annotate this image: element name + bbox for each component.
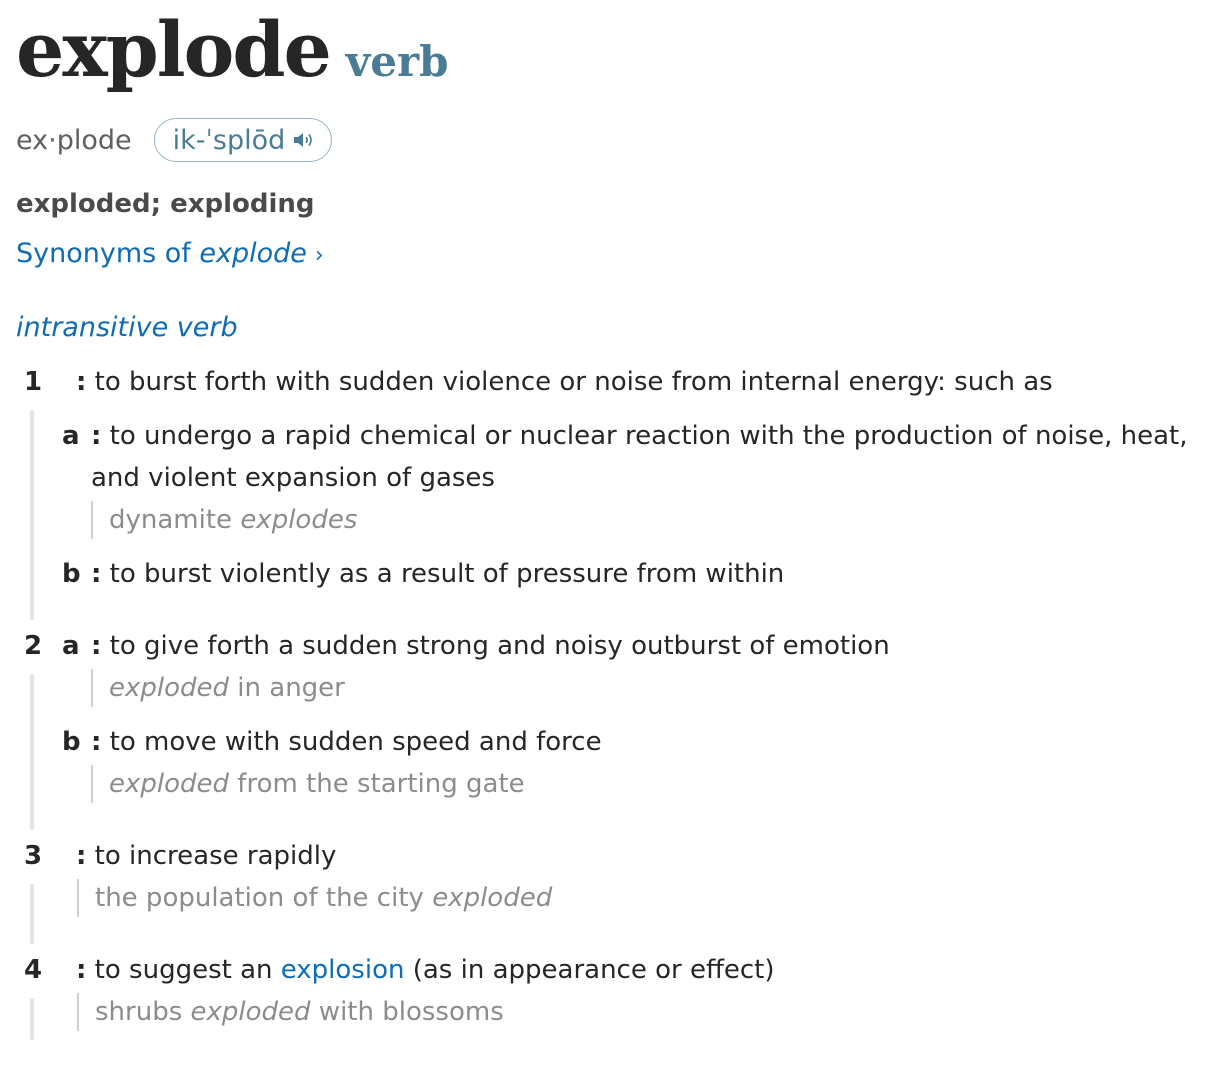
sense-2a-colon: : xyxy=(91,631,102,661)
sense-2a-definition xyxy=(91,631,890,661)
sense-4-text-before: to suggest an xyxy=(94,955,281,985)
synonyms-word: explode xyxy=(199,238,307,269)
pronunciation-text: ik-ˈsplōd xyxy=(172,124,286,156)
sense-4-colon: : xyxy=(76,955,87,985)
sense-number-2: 2 xyxy=(24,631,43,661)
sense-4-example xyxy=(95,997,504,1027)
sense-2b-colon: : xyxy=(91,727,102,757)
example-headword: exploded xyxy=(109,673,230,703)
sense-2b-example xyxy=(109,769,525,799)
synonyms-prefix: Synonyms of xyxy=(16,238,200,269)
sense-1-definition xyxy=(76,367,1053,397)
sense-1-group-bar xyxy=(30,410,34,620)
example-headword: exploded xyxy=(109,769,230,799)
sense-1-colon: : xyxy=(76,367,87,397)
sense-1b-definition xyxy=(91,559,784,589)
sense-4-definition xyxy=(76,955,775,985)
inflections: exploded; exploding xyxy=(16,189,315,219)
verb-type-label[interactable]: intransitive verb xyxy=(16,312,238,343)
sense-number-3: 3 xyxy=(24,841,43,871)
sense-number-4: 4 xyxy=(24,955,43,985)
sense-1a-definition-line1 xyxy=(91,421,1188,451)
syllables: ex·plode xyxy=(16,124,132,156)
headword: explode xyxy=(16,5,330,94)
example-headword: exploded xyxy=(190,997,311,1027)
chevron-right-icon: › xyxy=(314,243,324,268)
part-of-speech[interactable]: verb xyxy=(345,37,449,86)
example-text: dynamite xyxy=(109,505,241,535)
sense-2b-text: to move with sudden speed and force xyxy=(109,727,602,757)
example-headword: explodes xyxy=(240,505,358,535)
explosion-link[interactable]: explosion xyxy=(280,955,405,985)
pronunciation-audio-button[interactable] xyxy=(154,118,333,162)
sense-3-colon: : xyxy=(76,841,87,871)
example-bar xyxy=(77,993,79,1031)
example-bar xyxy=(91,765,93,803)
sense-1b-colon: : xyxy=(91,559,102,589)
sense-1a-colon: : xyxy=(91,421,102,451)
sense-2b-definition xyxy=(91,727,602,757)
example-text: from the starting gate xyxy=(229,769,525,799)
example-text: shrubs xyxy=(95,997,191,1027)
example-headword: exploded xyxy=(432,883,553,913)
sense-3-definition xyxy=(76,841,336,871)
sense-1a-example xyxy=(109,505,357,535)
sense-3-text: to increase rapidly xyxy=(94,841,337,871)
example-bar xyxy=(91,669,93,707)
example-bar xyxy=(91,501,93,539)
example-text: with blossoms xyxy=(310,997,504,1027)
synonyms-link[interactable] xyxy=(16,238,324,269)
sense-3-example xyxy=(95,883,552,913)
sense-2b-letter: b xyxy=(62,727,81,757)
example-bar xyxy=(77,879,79,917)
example-text: in anger xyxy=(229,673,345,703)
sense-1b-letter: b xyxy=(62,559,81,589)
sense-4-group-bar xyxy=(30,998,34,1040)
sense-4-text-after: (as in appearance or effect) xyxy=(404,955,775,985)
sense-number-1: 1 xyxy=(24,367,43,397)
headword-row xyxy=(16,0,449,100)
sense-2a-letter: a xyxy=(62,631,80,661)
pronunciation-row xyxy=(16,117,332,163)
sense-1a-definition-line2: and violent expansion of gases xyxy=(91,463,495,493)
sense-2a-text: to give forth a sudden strong and noisy outburst of emotion xyxy=(109,631,890,661)
sense-2-group-bar xyxy=(30,674,34,830)
sense-2a-example xyxy=(109,673,345,703)
speaker-icon xyxy=(293,131,315,149)
sense-3-group-bar xyxy=(30,884,34,944)
sense-1-text: to burst forth with sudden violence or noise from internal energy: such as xyxy=(94,367,1053,397)
example-text: the population of the city xyxy=(95,883,433,913)
sense-1a-text-line1: to undergo a rapid chemical or nuclear reaction with the production of noise, heat, xyxy=(109,421,1188,451)
sense-1a-letter: a xyxy=(62,421,80,451)
sense-1b-text: to burst violently as a result of pressure from within xyxy=(109,559,785,589)
